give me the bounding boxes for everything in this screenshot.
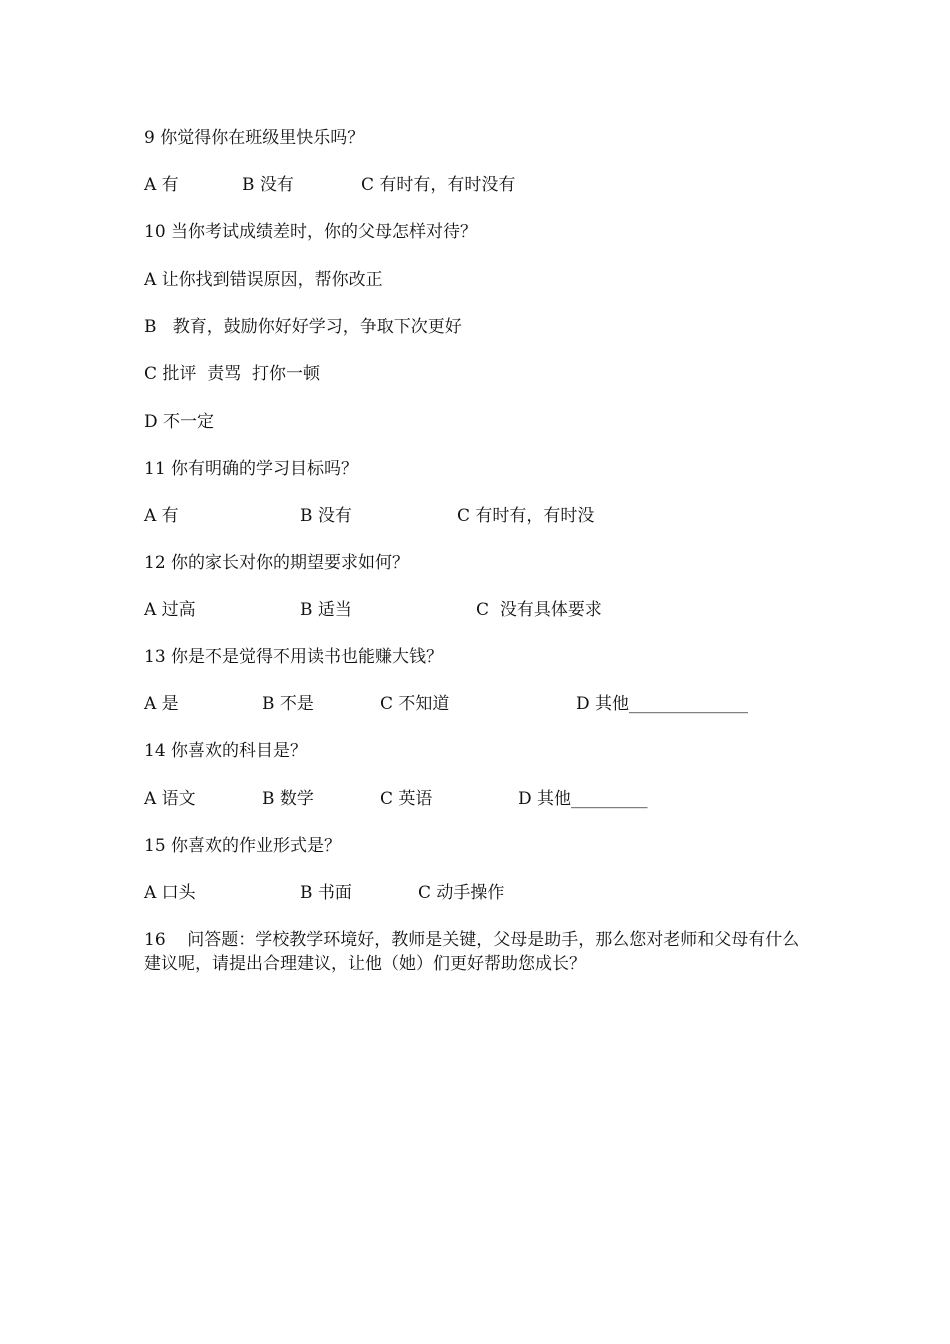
q9-option-c: C 有时有，有时没有 (361, 175, 516, 195)
q15-option-c: C 动手操作 (418, 883, 505, 903)
q14-option-b: B 数学 (262, 789, 314, 809)
question-15: 15 你喜欢的作业形式是？ (144, 836, 342, 856)
q10-option-b: B 教育，鼓励你好好学习，争取下次更好 (144, 317, 462, 337)
q11-option-c: C 有时有，有时没 (457, 506, 595, 526)
q12-option-a: A 过高 (144, 600, 196, 620)
question-14: 14 你喜欢的科目是？ (144, 741, 308, 761)
question-11: 11 你有明确的学习目标吗？ (144, 459, 359, 479)
q11-option-b: B 没有 (300, 506, 352, 526)
question-12: 12 你的家长对你的期望要求如何？ (144, 553, 410, 573)
q12-option-c: C 没有具体要求 (476, 600, 602, 620)
question-10: 10 当你考试成绩差时，你的父母怎样对待？ (144, 222, 478, 242)
q14-option-c: C 英语 (380, 789, 433, 809)
q9-option-a: A 有 (144, 175, 179, 195)
q13-option-a: A 是 (144, 694, 179, 714)
question-9: 9 你觉得你在班级里快乐吗？ (144, 128, 365, 148)
q14-option-d: D 其他_________ (518, 789, 648, 809)
question-13: 13 你是不是觉得不用读书也能赚大钱？ (144, 647, 444, 667)
q9-option-b: B 没有 (242, 175, 294, 195)
q15-option-b: B 书面 (300, 883, 352, 903)
q13-option-c: C 不知道 (380, 694, 450, 714)
question-16: 16 问答题：学校教学环境好，教师是关键，父母是助手，那么您对老师和父母有什么建议呢，请提出合理建议，让他（她）们更好帮助您成长？ (144, 930, 800, 974)
q10-option-d: D 不一定 (144, 412, 215, 432)
q14-option-a: A 语文 (144, 789, 196, 809)
q11-option-a: A 有 (144, 506, 179, 526)
q15-option-a: A 口头 (144, 883, 196, 903)
q10-option-a: A 让你找到错误原因，帮你改正 (144, 270, 383, 290)
q13-option-d: D 其他______________ (576, 694, 749, 714)
q12-option-b: B 适当 (300, 600, 352, 620)
q13-option-b: B 不是 (262, 694, 314, 714)
q10-option-c: C 批评 责骂 打你一顿 (144, 364, 321, 384)
